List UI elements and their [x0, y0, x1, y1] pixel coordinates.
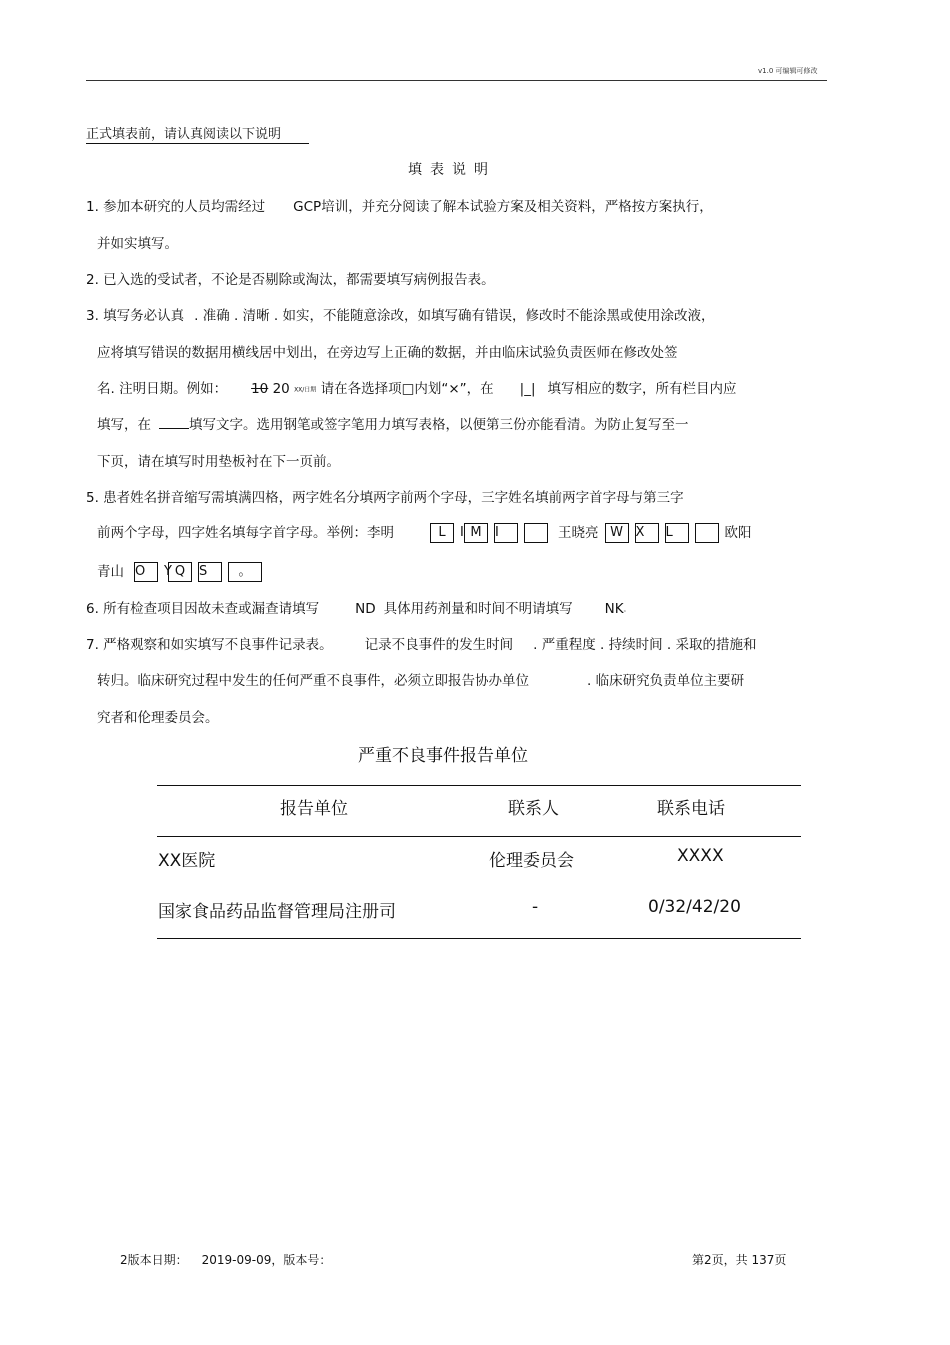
instruction-2: 2. 已入选的受试者，不论是否剔除或淘汰，都需要填写病例报告表。 [86, 272, 495, 288]
instruction-5-line-3: 青山 O Y Q S 。 [97, 560, 268, 582]
example-box [524, 523, 548, 543]
instruction-5-line-2: 前两个字母，四字姓名填每字首字母。举例：李明 L I M I 王晓亮 W X L 欧阳 [97, 525, 752, 541]
table-cell: XXXX [677, 846, 724, 866]
form-title: 填表说明 [408, 162, 496, 178]
instruction-1-line-1: 1. 参加本研究的人员均需经过 GCP培训，并充分阅读了解本试验方案及相关资料，严格按方案执行， [86, 199, 713, 215]
table-bottom-rule [157, 938, 801, 939]
table-header-rule [157, 836, 801, 837]
table-cell: 伦理委员会 [489, 851, 574, 871]
digit-box-sample: |_| [519, 381, 536, 397]
notice-heading: 正式填表前，请认真阅读以下说明 [86, 123, 309, 144]
signature-date-note: XX/日期 [294, 386, 317, 394]
example-box: O [134, 562, 158, 582]
example-box: M [464, 523, 488, 543]
example-box: W [605, 523, 629, 543]
example-box: X [635, 523, 659, 543]
example-box: L [430, 523, 454, 543]
instruction-3-line-5: 下页，请在填写时用垫板衬在下一页前。 [97, 454, 340, 470]
instruction-3-line-4: 填写，在 填写文字。选用钢笔或签字笔用力填写表格，以便第三份亦能看清。为防止复写至一 [97, 417, 689, 433]
table-cell: - [532, 897, 539, 917]
instruction-1-line-2: 并如实填写。 [97, 236, 178, 252]
table-cell: 国家食品药品监督管理局注册司 [158, 902, 396, 922]
table-header-phone: 联系电话 [657, 799, 725, 819]
instruction-6: 6. 所有检查项目因故未查或漏查请填写 ND 具体用药剂量和时间不明请填写 NK。 [86, 601, 630, 617]
table-cell: 0/32/42/20 [648, 897, 741, 917]
footer-page-number: 第2页，共 137页 [692, 1253, 787, 1267]
example-box: 。 [228, 562, 262, 582]
table-header-contact: 联系人 [508, 799, 559, 819]
table-top-rule [157, 785, 801, 786]
text-blank-sample [159, 428, 189, 429]
example-box: L [665, 523, 689, 543]
example-box: I [494, 523, 518, 543]
example-box: Q [168, 562, 192, 582]
instruction-7-line-3: 究者和伦理委员会。 [97, 710, 219, 726]
header-rule [86, 80, 827, 81]
example-box [695, 523, 719, 543]
instruction-3-line-2: 应将填写错误的数据用横线居中划出，在旁边写上正确的数据，并由临床试验负责医师在修改处签 [97, 345, 678, 361]
instruction-7-line-2: 转归。临床研究过程中发生的任何严重不良事件，必须立即报告协办单位 . 临床研究负责单位主要研 [97, 673, 745, 689]
table-header-unit: 报告单位 [280, 799, 348, 819]
corrected-value: 20 [272, 381, 290, 397]
instruction-3-line-1: 3. 填写务必认真 . 准确 . 清晰 . 如实，不能随意涂改，如填写确有错误，修改时不能涂黑或使用涂改液， [86, 308, 715, 324]
instruction-5-line-1: 5. 患者姓名拼音缩写需填满四格，两字姓名分填两字前两个字母，三字姓名填前两字首字母与第三字 [86, 490, 684, 506]
footer-version: 2版本日期： 2019-09-09，版本号： [120, 1253, 332, 1267]
struck-value: 10 [251, 381, 269, 397]
table-title: 严重不良事件报告单位 [358, 746, 528, 766]
instruction-3-line-3: 名. 注明日期。例如： 10 20 XX/日期 请在各选择项□内划“×”，在 |_| 填写相应的数字，所有栏目内应 [97, 381, 737, 397]
instruction-7-line-1: 7. 严格观察和如实填写不良事件记录表。 记录不良事件的发生时间 . 严重程度 . 持续时间 . 采取的措施和 [86, 637, 757, 653]
version-label: v1.0 可编辑可修改 [758, 67, 818, 75]
example-box: S [198, 562, 222, 582]
table-cell: XX医院 [158, 851, 216, 871]
